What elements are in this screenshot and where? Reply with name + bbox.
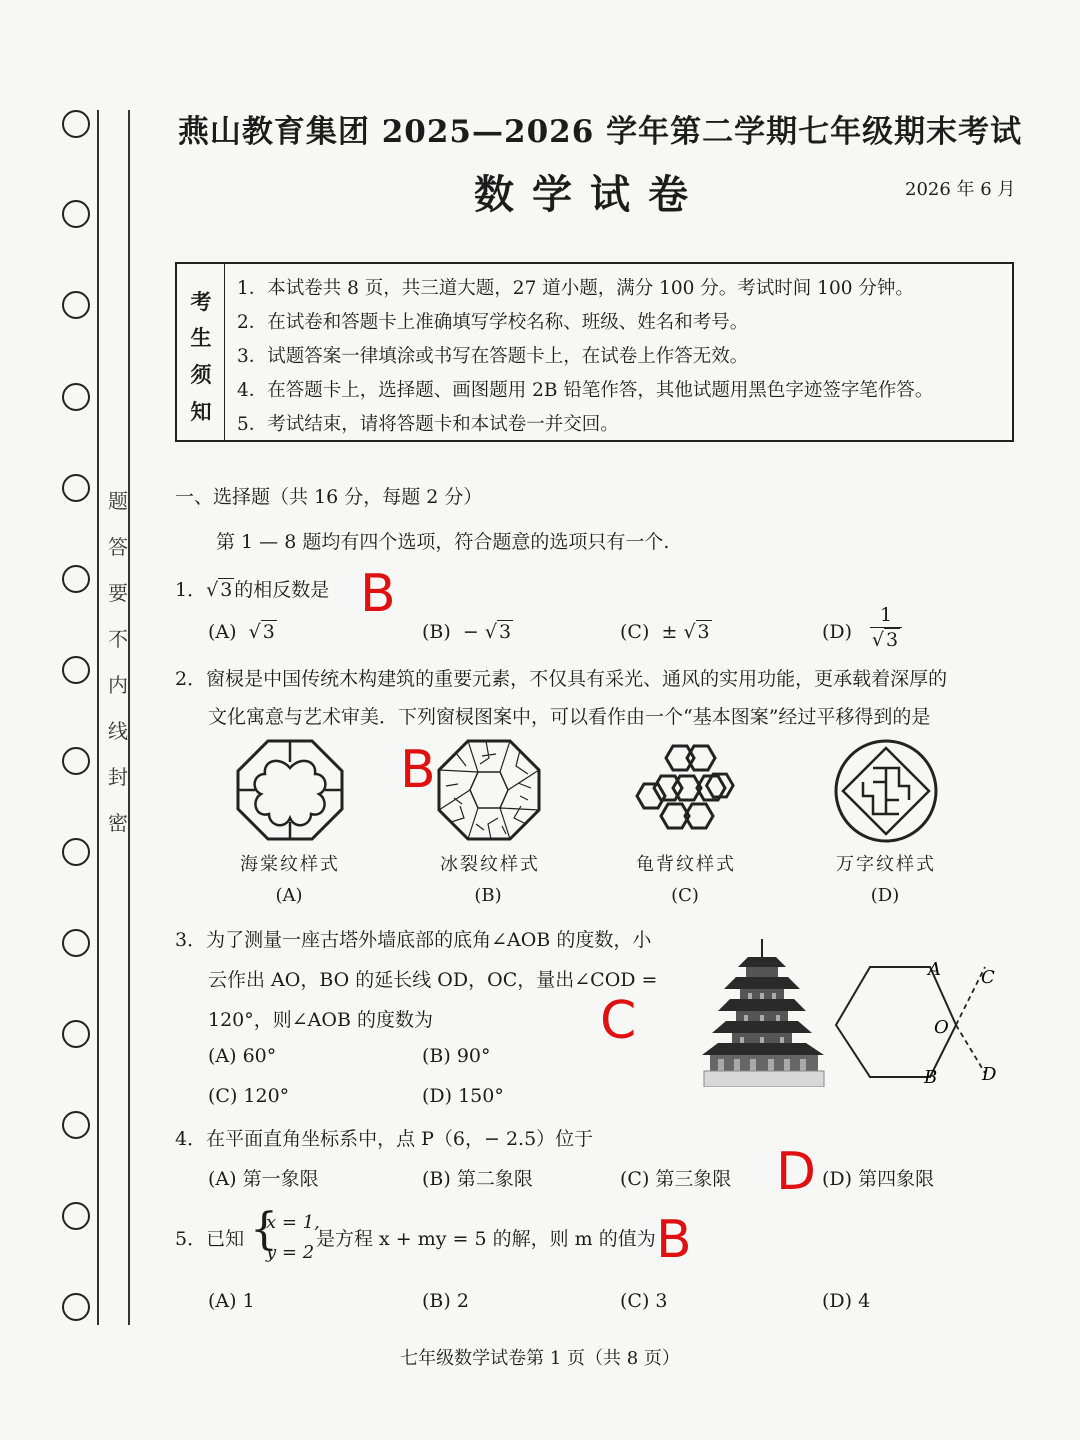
handwritten-answer: C	[600, 991, 637, 1051]
point-label-a: A	[928, 959, 941, 980]
question-number: 5．	[175, 1228, 207, 1250]
caption-b: 冰裂纹样式	[440, 854, 540, 875]
binding-hole	[62, 291, 90, 319]
question-stem-line2: 文化寓意与艺术审美．下列窗棂图案中，可以看作由一个“基本图案”经过平移得到的是	[208, 706, 931, 728]
point-label-d: D	[982, 1064, 997, 1085]
exam-date: 2026 年 6 月	[905, 179, 1016, 200]
handwritten-answer: B	[400, 740, 436, 800]
exam-subtitle: 数学试卷	[474, 171, 706, 218]
option-c: (C) 120°	[208, 1085, 290, 1107]
notice-heading: 考 生 须 知	[177, 264, 225, 440]
binding-hole	[62, 565, 90, 593]
equation-system	[266, 1208, 320, 1268]
tortoise-shell-pattern-figure	[632, 738, 742, 842]
binding-hole	[62, 1111, 90, 1139]
binding-hole	[62, 838, 90, 866]
option-a: (A) √ 3	[208, 621, 275, 643]
option-b: (B) 2	[422, 1290, 469, 1312]
caption-a: 海棠纹样式	[240, 854, 340, 875]
option-d: (D) 150°	[422, 1085, 504, 1107]
question-stem-line3: 120°，则∠AOB 的度数为	[208, 1009, 433, 1031]
caption-d: 万字纹样式	[836, 854, 936, 875]
question-number: 1．	[175, 579, 207, 601]
label-d: (D)	[870, 885, 900, 906]
question-number: 2．	[175, 668, 207, 690]
question-stem: 在平面直角坐标系中，点 P（6，− 2.5）位于	[206, 1128, 594, 1150]
notice-list	[237, 272, 933, 442]
option-b: (B) 90°	[422, 1045, 491, 1067]
handwritten-answer: B	[360, 564, 396, 624]
option-c: (C) 3	[620, 1290, 668, 1312]
label-b: (B)	[474, 885, 502, 906]
notice-item: 1．本试卷共 8 页，共三道大题，27 道小题，满分 100 分。考试时间 100 分钟。	[237, 278, 914, 299]
notice-item: 5．考试结束，请将答题卡和本试卷一并交回。	[237, 414, 619, 435]
question-number: 4．	[175, 1128, 207, 1150]
page-footer: 七年级数学试卷第 1 页（共 8 页）	[400, 1348, 680, 1369]
section-instruction: 第 1 — 8 题均有四个选项，符合题意的选项只有一个.	[216, 531, 670, 553]
question-stem: 是方程 x + my = 5 的解，则 m 的值为	[316, 1228, 656, 1250]
binding-hole	[62, 747, 90, 775]
option-a: (A) 1	[208, 1290, 255, 1312]
option-b: (B) − √ 3	[422, 621, 512, 643]
sqrt-expression: √ 3	[206, 579, 233, 601]
point-label-b: B	[924, 1067, 938, 1088]
point-label-o: O	[934, 1017, 949, 1038]
fraction-one-over-sqrt3: 1 √ 3	[870, 603, 902, 652]
question-pre: 已知	[206, 1228, 245, 1250]
crabapple-pattern-figure	[235, 738, 345, 842]
option-b: (B) 第二象限	[422, 1168, 533, 1190]
caption-c: 龟背纹样式	[636, 854, 736, 875]
label-a: (A)	[275, 885, 303, 906]
option-d: (D) 4	[822, 1290, 871, 1312]
equation-line-2: y = 2	[266, 1242, 315, 1263]
swastika-fret-pattern-figure	[833, 738, 939, 844]
binding-hole	[62, 1293, 90, 1321]
binding-hole	[62, 1020, 90, 1048]
binding-warning-text: 题 答 要 不 内 线 封 密	[108, 489, 128, 835]
section-title: 一、选择题（共 16 分，每题 2 分）	[175, 486, 483, 508]
option-d: (D)	[822, 621, 853, 643]
hexagon-angle-figure	[830, 955, 1010, 1090]
binding-hole	[62, 929, 90, 957]
notice-item: 2．在试卷和答题卡上准确填写学校名称、班级、姓名和考号。	[237, 312, 749, 333]
question-number: 3．	[175, 929, 207, 951]
question-stem-line2: 云作出 AO，BO 的延长线 OD，OC，量出∠COD =	[208, 969, 658, 991]
notice-box	[175, 262, 1014, 442]
notice-item: 4．在答题卡上，选择题、画图题用 2B 铅笔作答，其他试题用黑色字迹签字笔作答。	[237, 380, 934, 401]
handwritten-answer: B	[656, 1210, 692, 1270]
option-d: (D) 第四象限	[822, 1168, 935, 1190]
pagoda-illustration	[700, 935, 828, 1087]
question-stem: 窗棂是中国传统木构建筑的重要元素，不仅具有采光、通风的实用功能，更承载着深厚的	[206, 668, 948, 690]
binding-hole	[62, 110, 90, 138]
option-c: (C) 第三象限	[620, 1168, 732, 1190]
option-a: (A) 第一象限	[208, 1168, 319, 1190]
system-brace: {	[250, 1204, 278, 1255]
notice-item: 3．试题答案一律填涂或书写在答题卡上，在试卷上作答无效。	[237, 346, 749, 367]
option-a: (A) 60°	[208, 1045, 277, 1067]
label-c: (C)	[671, 885, 699, 906]
binding-hole	[62, 200, 90, 228]
ice-crack-pattern-figure	[436, 738, 542, 842]
binding-hole	[62, 1202, 90, 1230]
margin-rule	[97, 110, 99, 1325]
equation-line-1: x = 1,	[266, 1212, 320, 1233]
question-stem: 为了测量一座古塔外墙底部的底角∠AOB 的度数，小	[206, 929, 652, 951]
binding-hole	[62, 656, 90, 684]
question-stem: 的相反数是	[234, 579, 330, 601]
binding-hole	[62, 474, 90, 502]
binding-hole	[62, 383, 90, 411]
point-label-c: C	[981, 967, 995, 988]
exam-title: 燕山教育集团 2025—2026 学年第二学期七年级期末考试	[177, 114, 1023, 150]
option-c: (C) ± √ 3	[620, 621, 710, 643]
handwritten-answer: D	[776, 1142, 817, 1202]
